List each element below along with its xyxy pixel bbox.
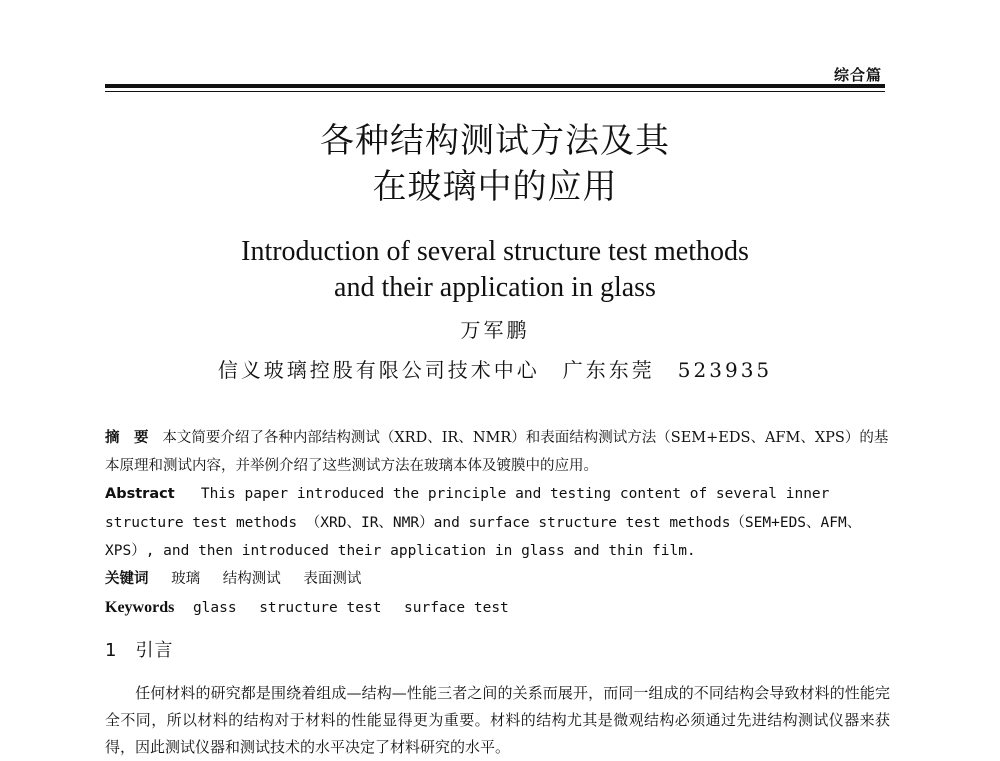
keyword-cn: 表面测试 [303,571,362,587]
keyword-en: surface test [404,600,509,616]
abstract-en-label: Abstract [105,486,175,502]
keywords-en [105,594,890,622]
section-number: 1 [105,640,118,661]
header-rule-thin [105,91,885,92]
keyword-cn: 玻璃 [171,571,201,587]
abstract-en [105,480,890,566]
affiliation: 信义玻璃控股有限公司技术中心 广东东莞 523935 [217,358,773,382]
author: 万军鹏 [460,318,530,342]
abstract-cn-label: 摘 要 [105,430,149,446]
section-1-paragraph [105,680,890,761]
keyword-cn: 结构测试 [222,571,281,587]
keyword-en: glass [192,600,237,616]
header-rule-thick [105,84,885,88]
title-en [105,234,885,306]
keywords-cn [105,565,890,593]
keywords-cn-label: 关键词 [105,571,149,587]
section-title: 引言 [135,640,174,661]
section-1-text: 任何材料的研究都是围绕着组成—结构—性能三者之间的关系而展开，而同一组成的不同结构会导致材料的性能完全不同，所以材料的结构对于材料的性能显得更为重要。材料的结构尤其是微观结构必须通过先进结构测试仪器来获得，因此测试仪器和测试技术的水平决定了材料研究的水平。 [105,684,890,756]
keywords-en-label: Keywords [105,599,175,616]
title-cn-line1: 各种结构测试方法及其 [320,121,670,161]
keyword-en: structure test [259,600,382,616]
abstract-en-text: This paper introduced the principle and testing content of several inner structure test methods （XRD、IR、NMR）and surface structure test methods（SEM+EDS、AFM、XPS）, and then introduced their application in glass and thin film. [105,486,862,559]
abstract-cn-text: 本文简要介绍了各种内部结构测试（XRD、IR、NMR）和表面结构测试方法（SEM+EDS、AFM、XPS）的基本原理和测试内容，并举例介绍了这些测试方法在玻璃本体及镀膜中的应用。 [105,430,889,474]
section-1-heading [105,636,173,662]
abstract-cn [105,424,890,480]
section-tag: 综合篇 [833,66,882,84]
title-cn [105,118,885,210]
title-en-line2: and their application in glass [334,272,656,303]
title-en-line1: Introduction of several structure test methods [241,236,749,267]
title-cn-line2: 在玻璃中的应用 [372,167,618,207]
